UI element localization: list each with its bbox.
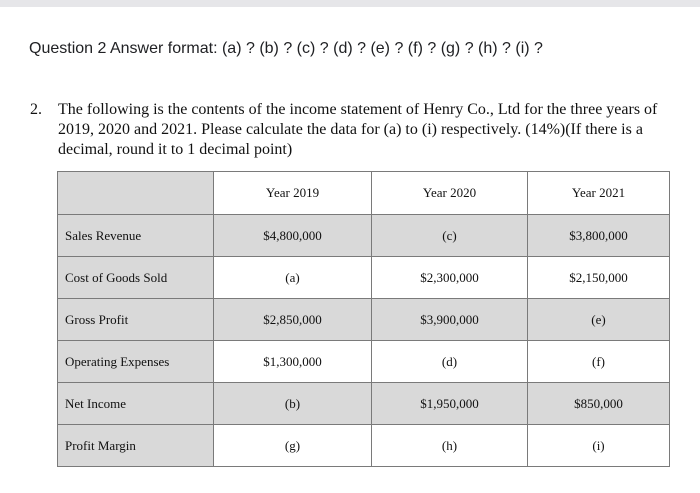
- table-cell: $2,300,000: [372, 257, 528, 299]
- row-label: Net Income: [58, 383, 214, 425]
- table-cell: $1,950,000: [372, 383, 528, 425]
- table-row: [58, 425, 670, 467]
- row-label: Operating Expenses: [58, 341, 214, 383]
- table-row: [58, 299, 670, 341]
- row-label: Gross Profit: [58, 299, 214, 341]
- table-row: [58, 341, 670, 383]
- table-cell: $4,800,000: [214, 215, 372, 257]
- table-cell: (f): [528, 341, 670, 383]
- header-year-2019: Year 2019: [214, 172, 372, 215]
- table-row: [58, 257, 670, 299]
- header-year-2020: Year 2020: [372, 172, 528, 215]
- table-cell: $3,800,000: [528, 215, 670, 257]
- top-divider: [0, 0, 700, 7]
- table-cell: $2,850,000: [214, 299, 372, 341]
- table-cell: $3,900,000: [372, 299, 528, 341]
- question-text: The following is the contents of the income statement of Henry Co., Ltd for the three years of 2019, 2020 and 2021. Please calculate the data for (a) to (i) respectively. (14%)(If there is a decimal, round it to 1 decimal point): [58, 101, 658, 158]
- question-number: 2.: [30, 101, 42, 118]
- table-cell: (h): [372, 425, 528, 467]
- header-cell-empty: [58, 172, 214, 215]
- table-cell: $850,000: [528, 383, 670, 425]
- income-statement-table: [57, 171, 670, 467]
- table-cell: (c): [372, 215, 528, 257]
- answer-format-text: Question 2 Answer format: (a) ? (b) ? (c) ? (d) ? (e) ? (f) ? (g) ? (h) ? (i) ?: [29, 40, 543, 57]
- row-label: Sales Revenue: [58, 215, 214, 257]
- table-header-row: [58, 172, 670, 215]
- table-cell: (g): [214, 425, 372, 467]
- table-row: [58, 383, 670, 425]
- header-year-2021: Year 2021: [528, 172, 670, 215]
- table-cell: $2,150,000: [528, 257, 670, 299]
- table-cell: (a): [214, 257, 372, 299]
- table-row: [58, 215, 670, 257]
- table-cell: (e): [528, 299, 670, 341]
- row-label: Cost of Goods Sold: [58, 257, 214, 299]
- table-cell: (b): [214, 383, 372, 425]
- row-label: Profit Margin: [58, 425, 214, 467]
- table-cell: (d): [372, 341, 528, 383]
- table-cell: $1,300,000: [214, 341, 372, 383]
- table-cell: (i): [528, 425, 670, 467]
